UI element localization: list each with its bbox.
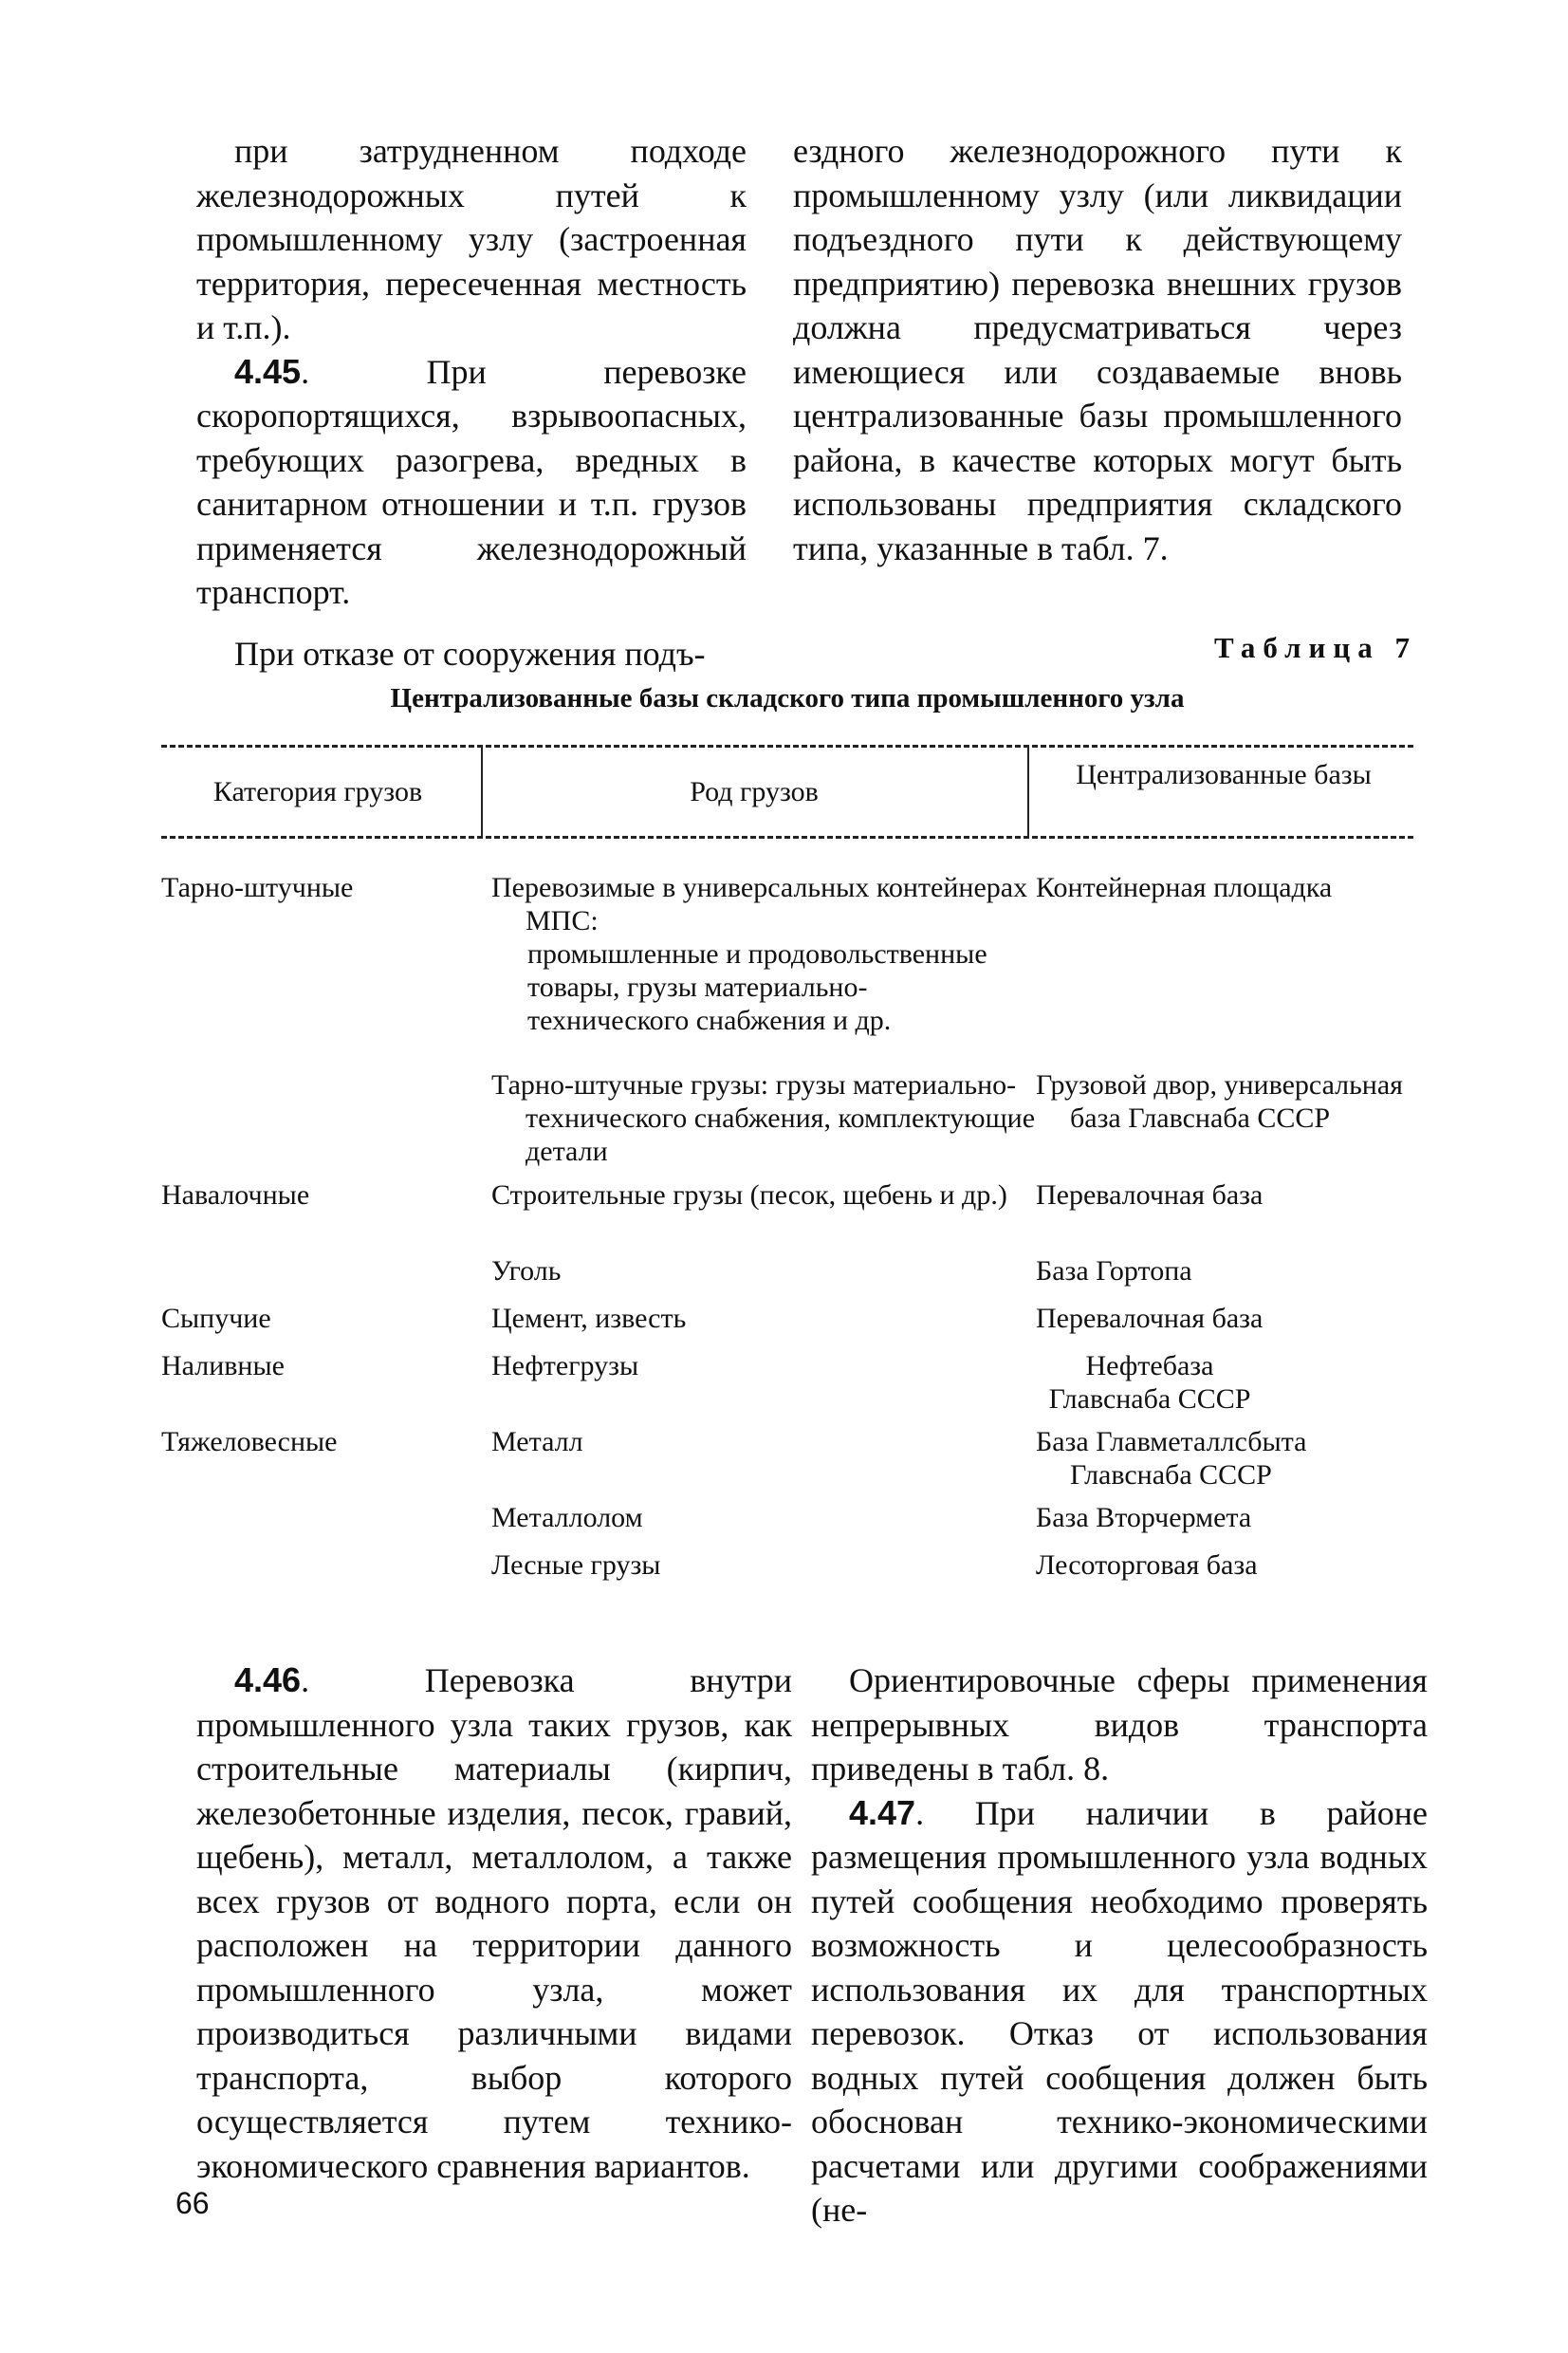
paragraph: при затрудненном подходе железнодорожных путей к промышленному узлу (застроенная территория, пересеченная местность и т.п.). [196,132,747,346]
table-top-rule [161,745,1413,748]
cell-category: Наливные [161,1350,285,1381]
cell-category: Тяжеловесные [161,1426,338,1457]
header-cargo-type: Род грузов [690,776,819,807]
paragraph-4-45 [196,350,747,615]
cell-cargo: Перевозимые в универсальных контейнерах МПС: [491,872,1028,936]
cell-base: Перевалочная база [1036,1303,1264,1334]
bottom-left-column [196,1658,792,2188]
clause-text: . Перевозка внутри промышленного узла таких грузов, как строительные материалы (кирпич, железобетонные изделия, песок, гравий, щебень), металл, металлолом, а также всех грузов от водного порта, если он расположен на территории данного промышленного узла, может производиться различными видами транспорта, выбор которого осуществляется путем технико-экономического сравнения вариантов. [196,1661,792,2185]
paragraph: Ориентировочные сферы применения непрерывных видов транспорта приведены в табл. 8. [811,1661,1428,1788]
clause-text: . При перевозке скоропортящихся, взрывоопасных, требующих разогрева, вредных в санитарном отношении и т.п. грузов применяется железнодорожный транспорт. [196,352,747,611]
paragraph-4-46 [196,1658,792,2188]
cell-cargo: Уголь [491,1255,562,1287]
table-header-rule [161,836,1413,839]
table-label: Таблица 7 [1214,631,1417,664]
cell-cargo: Лесные грузы [491,1549,661,1581]
cell-base: База Гортопа [1036,1255,1192,1287]
top-right-column [793,129,1402,570]
column-divider [481,748,483,837]
clause-number: 4.46 [234,1660,302,1699]
cell-category: Тарно-штучные [161,872,354,903]
column-divider [1027,748,1029,837]
header-category: Категория грузов [212,776,423,807]
header-central-bases: Централизованные базы [1076,759,1372,790]
clause-number: 4.45 [234,351,302,391]
cell-cargo: Нефтегрузы [491,1350,639,1381]
cell-cargo: Строительные грузы (песок, щебень и др.) [491,1179,1007,1211]
cell-base: Нефтебаза Главснаба СССР [1048,1350,1251,1415]
cell-category: Сыпучие [161,1303,271,1334]
cell-category: Навалочные [161,1179,310,1211]
paragraph: При отказе от сооружения подъ- [234,634,706,673]
cell-cargo: Металл [491,1426,583,1457]
clause-text: . При наличии в районе размещения промышленного узла водных путей сообщения необходимо проверять возможность и целесообразность использования их для транспортных перевозок. Отказ от использования водных путей сообщения должен быть обоснован технико-экономическими расчетами или другими соображениями (не- [811,1793,1428,2229]
clause-number: 4.47 [849,1792,916,1832]
cell-base: Лесоторговая база [1036,1549,1258,1581]
cell-cargo: Цемент, известь [491,1303,687,1334]
cell-cargo-sub: промышленные и продовольственные товары, грузы материально-технического снабжения и др. [527,938,987,1036]
cell-cargo: Тарно-штучные грузы: грузы материально-технического снабжения, комплектующие детали [491,1069,1036,1167]
cell-base: Контейнерная площадка [1036,872,1333,903]
cell-base: Грузовой двор, универсальная база Главснаба СССР [1036,1069,1403,1134]
cell-base: База Вторчермета [1036,1502,1252,1533]
page-number: 66 [175,2186,210,2220]
cell-base: База Главметаллсбыта Главснаба СССР [1036,1426,1307,1491]
table-title: Централизованные базы складского типа промышленного узла [390,683,1185,713]
paragraph-4-47 [811,1791,1428,2233]
cell-base: Перевалочная база [1036,1179,1264,1211]
top-left-column [196,129,747,676]
cell-cargo: Металлолом [491,1502,643,1533]
bottom-right-column [811,1658,1428,2233]
paragraph: ездного железнодорожного пути к промышленному узлу (или ликвидации подъездного пути к действующему предприятию) перевозка внешних грузов должна предусматриваться через имеющиеся или создаваемые вновь централизованные базы промышленного района, в качестве которых могут быть использованы предприятия складского типа, указанные в табл. 7. [793,132,1402,567]
